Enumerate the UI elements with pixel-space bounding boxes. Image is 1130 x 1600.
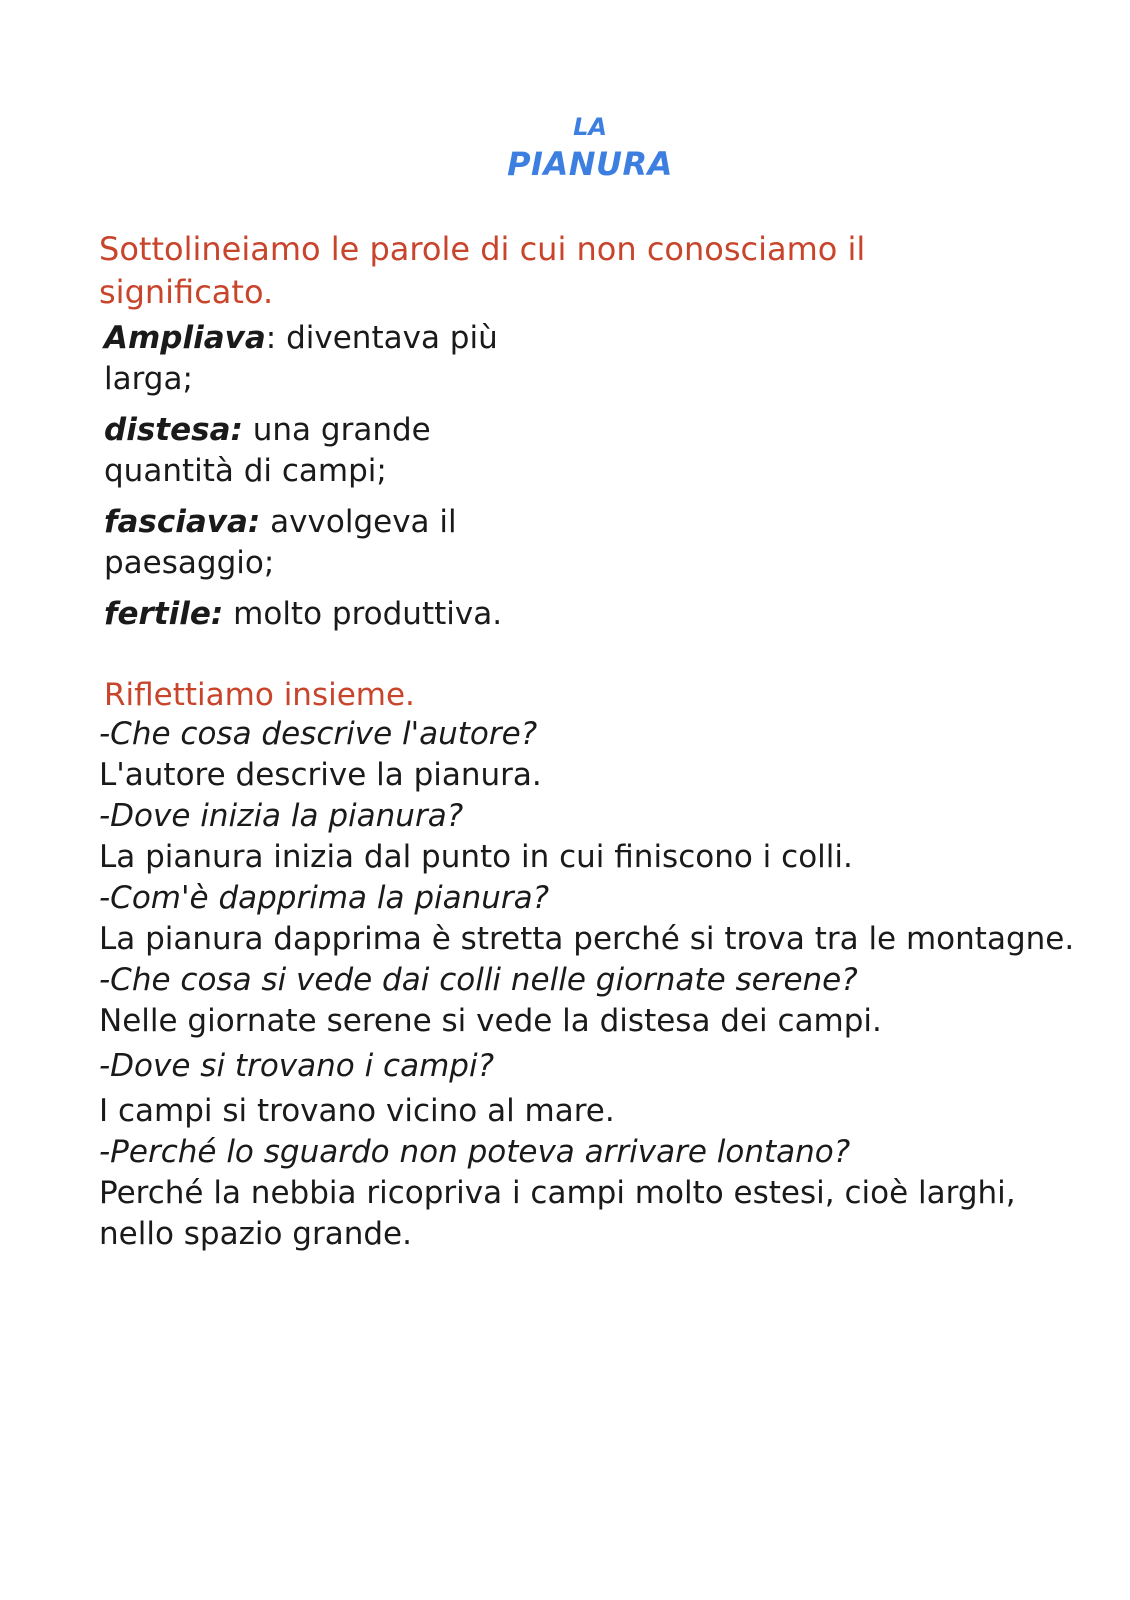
answer: La pianura dapprima è stretta perché si trova tra le montagne.: [99, 921, 1075, 957]
question: -Dove si trovano i campi?: [99, 1048, 495, 1084]
answer: Perché la nebbia ricopriva i campi molto estesi, cioè larghi, nello spazio grande.: [99, 1175, 1016, 1252]
question: -Che cosa descrive l'autore?: [99, 716, 538, 752]
question-answer-list: [99, 714, 1099, 1255]
glossary-term: fasciava:: [104, 504, 261, 540]
glossary-term: Ampliava: [104, 320, 266, 356]
glossary-separator: [260, 504, 270, 540]
glossary-definition: avvolgeva il paesaggio;: [104, 504, 457, 581]
question: -Dove inizia la pianura?: [99, 798, 464, 834]
glossary-separator: :: [265, 320, 287, 356]
answer: Nelle giornate serene si vede la distesa dei campi.: [99, 1003, 882, 1039]
glossary-entry: [104, 318, 564, 400]
glossary: [104, 318, 564, 645]
title-article: LA: [573, 113, 607, 141]
glossary-term: fertile:: [104, 596, 224, 632]
question: -Perché lo sguardo non poteva arrivare lontano?: [99, 1134, 851, 1170]
glossary-term: distesa:: [104, 412, 243, 448]
glossary-definition: una grande quantità di campi;: [104, 412, 431, 489]
question: -Com'è dapprima la pianura?: [99, 880, 550, 916]
glossary-entry: [104, 502, 564, 584]
glossary-entry: [104, 594, 564, 635]
instruction-text: Sottolineiamo le parole di cui non conosciamo il significato.: [99, 230, 866, 311]
answer: L'autore descrive la pianura.: [99, 757, 542, 793]
glossary-separator: [243, 412, 253, 448]
question: -Che cosa si vede dai colli nelle giornate serene?: [99, 962, 858, 998]
answer: I campi si trovano vicino al mare.: [99, 1093, 615, 1129]
glossary-entry: [104, 410, 564, 492]
glossary-definition: molto produttiva.: [233, 596, 503, 632]
reflect-heading: Riflettiamo insieme.: [104, 677, 415, 713]
answer: La pianura inizia dal punto in cui finiscono i colli.: [99, 839, 853, 875]
glossary-separator: [223, 596, 233, 632]
glossary-definition: diventava più larga;: [104, 320, 498, 397]
page-title: PIANURA: [507, 145, 673, 183]
